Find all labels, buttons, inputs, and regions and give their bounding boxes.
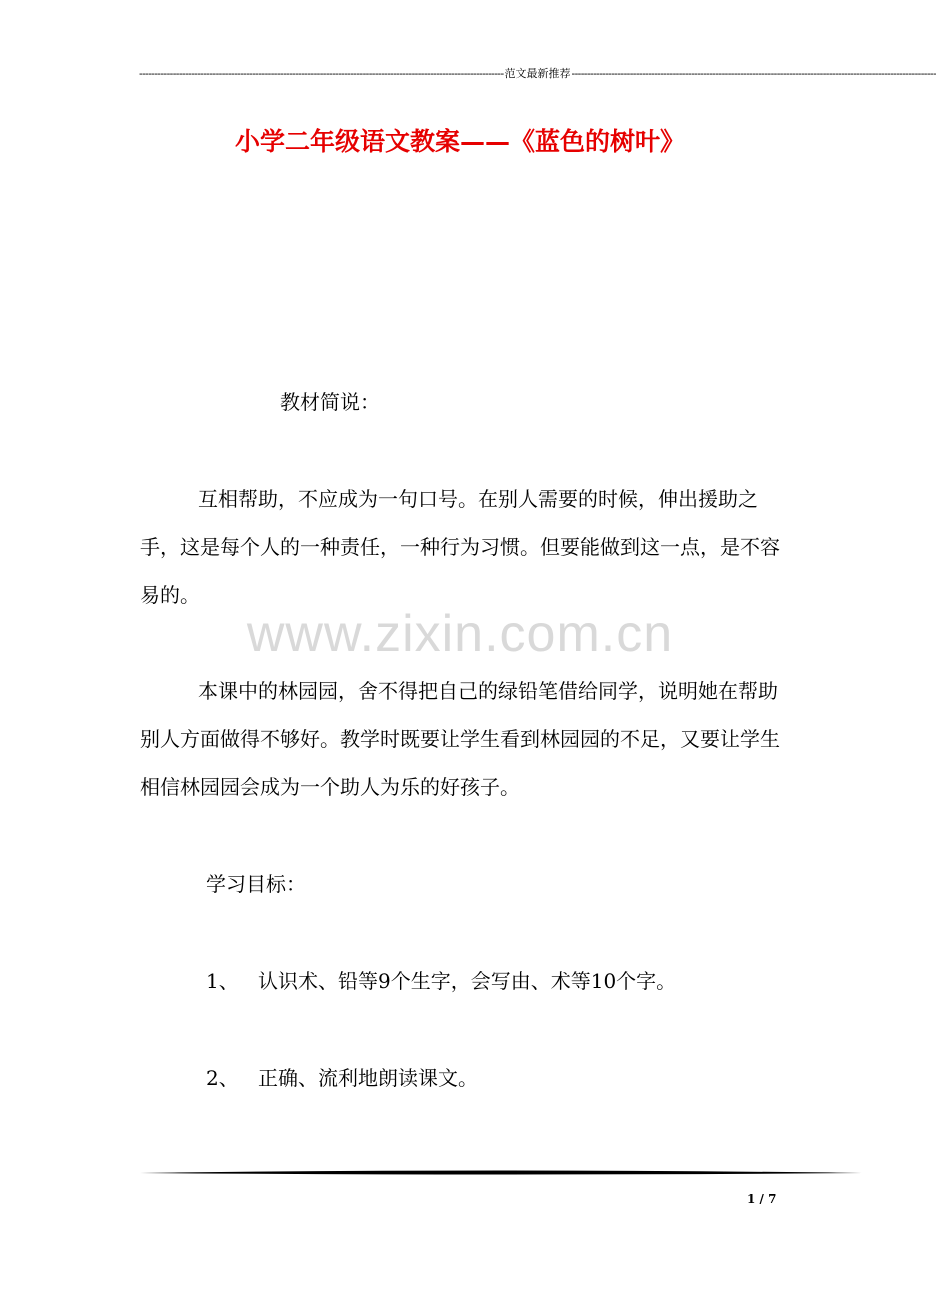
header-dashes-left: ----------------------------------------------------------------------------------------------------------------------- <box>139 68 504 80</box>
document-title: 小学二年级语文教案——《蓝色的树叶》 <box>234 127 685 156</box>
goal-text: 正确、流利地朗读课文。 <box>258 1066 478 1090</box>
page-number: 1 / 7 <box>747 1192 777 1206</box>
goal-item <box>206 1063 478 1093</box>
goal-number: 2、 <box>206 1066 239 1090</box>
header-dashes-right: ----------------------------------------------------------------------------------------------------------------------- <box>571 68 936 80</box>
header-label: 范文最新推荐 <box>504 68 571 80</box>
watermark: www.zixin.com.cn <box>246 605 674 663</box>
goal-number: 1、 <box>206 969 239 993</box>
intro-paragraph-1: 互相帮助，不应成为一句口号。在别人需要的时候，伸出援助之手，这是每个人的一种责任，一种行为习惯。但要能做到这一点，是不容易的。 <box>140 487 780 607</box>
goal-text: 认识术、铅等9个生字，会写由、术等10个字。 <box>258 969 677 993</box>
footer-rule <box>140 1166 862 1180</box>
intro-heading: 教材简说： <box>280 390 380 414</box>
goals-heading: 学习目标： <box>206 872 306 896</box>
intro-paragraph-2: 本课中的林园园，舍不得把自己的绿铅笔借给同学，说明她在帮助别人方面做得不够好。教学时既要让学生看到林园园的不足，又要让学生相信林园园会成为一个助人为乐的好孩子。 <box>140 679 780 799</box>
page-header <box>139 67 936 81</box>
goal-item <box>206 966 676 996</box>
